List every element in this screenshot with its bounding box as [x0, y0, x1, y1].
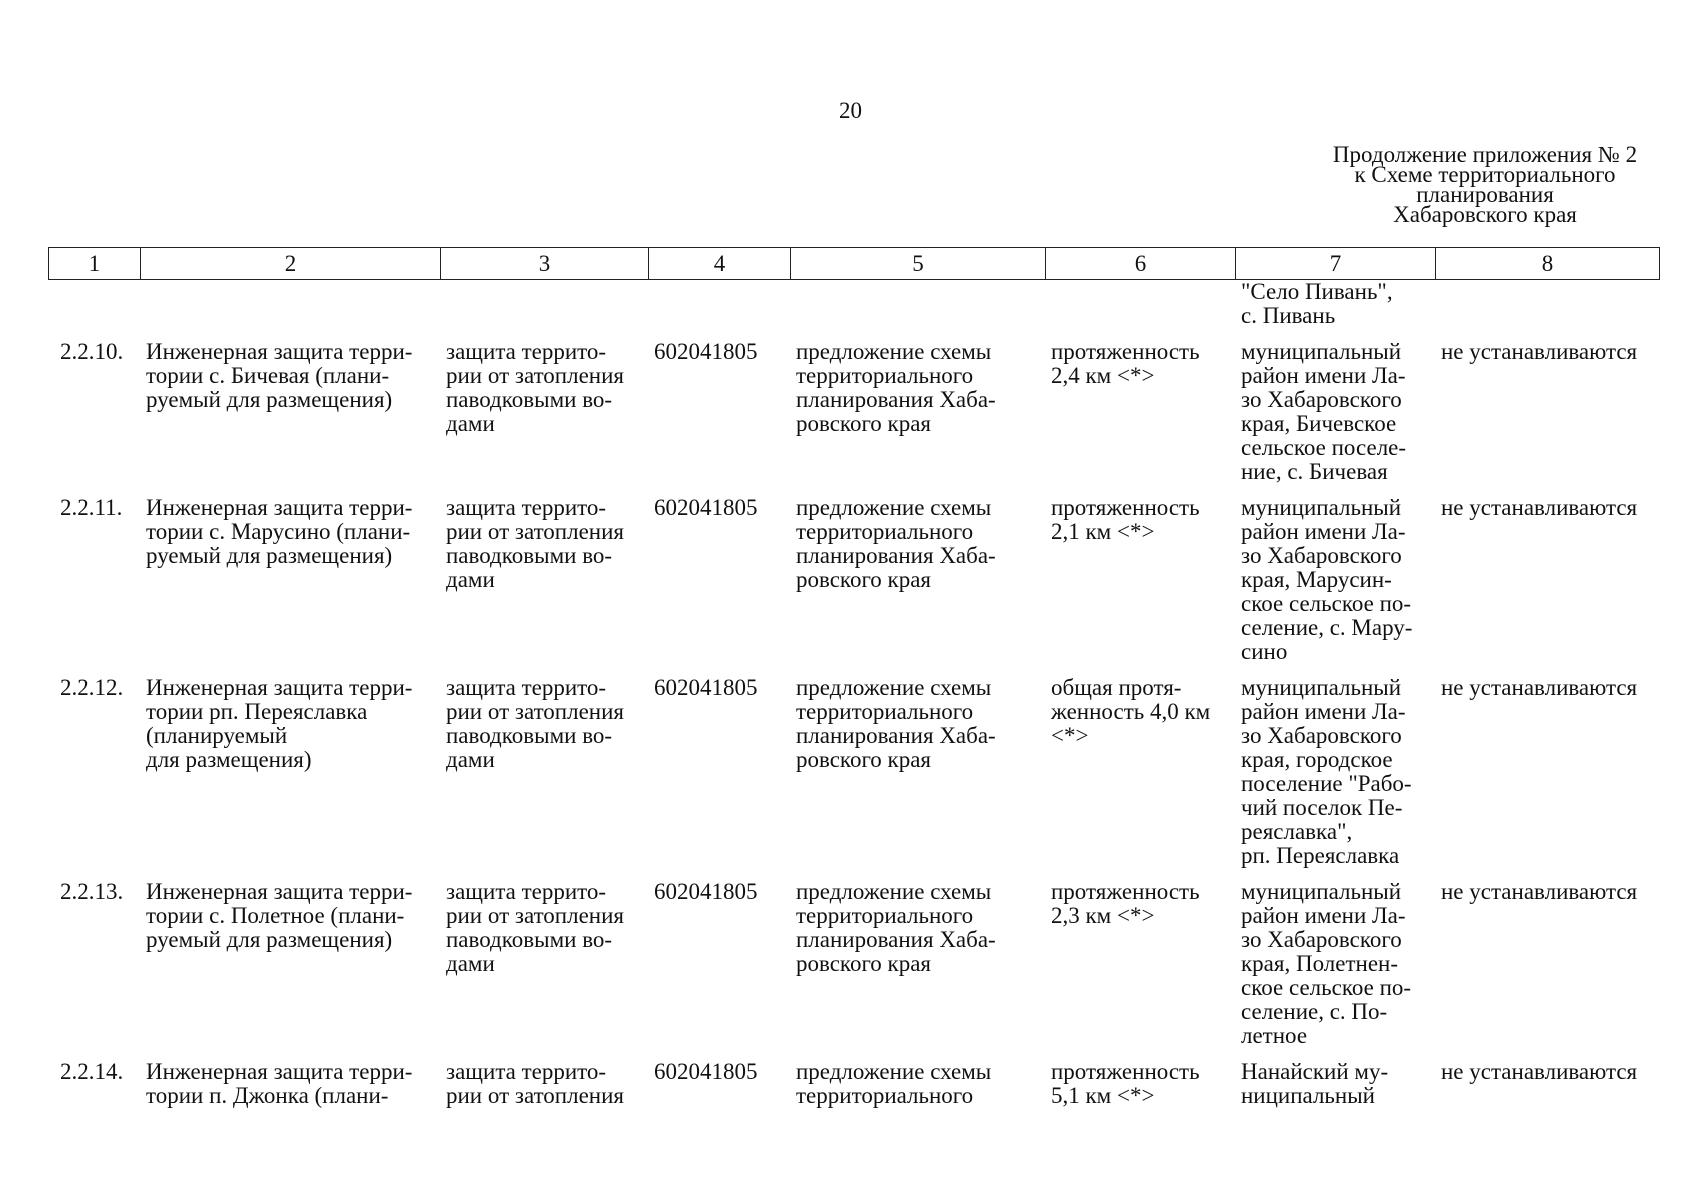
object-name: Инженерная защита терри- тории с. Марусино (плани- руемый для размещения) [146, 496, 413, 568]
row-number: 2.2.12. [60, 676, 124, 700]
object-zones: не устанавливаются [1441, 1060, 1638, 1084]
column-header-8: 8 [1436, 248, 1660, 280]
table-row [48, 880, 1668, 1048]
row-number: 2.2.11. [60, 496, 123, 520]
row-number: 2.2.10. [60, 340, 124, 364]
appendix-note [1310, 142, 1660, 227]
table-row [48, 340, 1668, 484]
row-number: 2.2.13. [60, 880, 124, 904]
column-header-1: 1 [49, 248, 141, 280]
object-characteristics: протяженность 2,3 км <*> [1051, 880, 1200, 928]
object-basis: предложение схемы территориального планирования Хаба- ровского края [796, 340, 996, 436]
column-header-6: 6 [1046, 248, 1236, 280]
object-location: Нанайский му- ниципальный [1241, 1060, 1389, 1108]
object-code: 602041805 [654, 1060, 758, 1084]
object-location: муниципальный район имени Ла- зо Хабаровского края, городское поселение "Рабо- чий поселок Пе- реяславка", рп. Переяславка [1241, 676, 1412, 868]
object-name: Инженерная защита терри- тории рп. Переяславка (планируемый для размещения) [146, 676, 413, 772]
object-location: муниципальный район имени Ла- зо Хабаровского края, Бичевское сельское поселе- ние, с. Бичевая [1241, 340, 1407, 484]
table-row [48, 1060, 1668, 1108]
object-code: 602041805 [654, 880, 758, 904]
column-header-3: 3 [441, 248, 649, 280]
object-name: Инженерная защита терри- тории п. Джонка (плани- [146, 1060, 413, 1108]
object-purpose: защита террито- рии от затопления паводковыми во- дами [446, 880, 625, 976]
object-name: Инженерная защита терри- тории с. Бичевая (плани- руемый для размещения) [146, 340, 413, 412]
appendix-line-3: планирования [1416, 182, 1554, 207]
column-header-7: 7 [1236, 248, 1436, 280]
object-location: муниципальный район имени Ла- зо Хабаровского края, Марусин- ское сельское по- селение, с. Мару- сино [1241, 496, 1413, 664]
object-purpose: защита террито- рии от затопления паводковыми во- дами [446, 676, 625, 772]
object-characteristics: протяженность 2,4 км <*> [1051, 340, 1200, 388]
object-zones: не устанавливаются [1441, 676, 1638, 700]
column-header-4: 4 [649, 248, 791, 280]
table-body [48, 280, 1668, 1108]
object-basis: предложение схемы территориального планирования Хаба- ровского края [796, 676, 996, 772]
object-basis: предложение схемы территориального [796, 1060, 992, 1108]
header-row [49, 248, 1660, 280]
continuation-row [48, 280, 1668, 328]
object-characteristics: общая протя- женность 4,0 км <*> [1051, 676, 1211, 748]
object-basis: предложение схемы территориального планирования Хаба- ровского края [796, 496, 996, 592]
object-zones: не устанавливаются [1441, 340, 1638, 364]
continuation-location: "Село Пивань", с. Пивань [1241, 280, 1393, 328]
object-code: 602041805 [654, 676, 758, 700]
object-zones: не устанавливаются [1441, 880, 1638, 904]
column-header-5: 5 [791, 248, 1046, 280]
object-characteristics: протяженность 2,1 км <*> [1051, 496, 1200, 544]
object-purpose: защита террито- рии от затопления [446, 1060, 625, 1108]
appendix-line-2: к Схеме территориального [1354, 162, 1616, 187]
row-number: 2.2.14. [60, 1060, 124, 1084]
object-code: 602041805 [654, 496, 758, 520]
table-row [48, 496, 1668, 664]
object-purpose: защита террито- рии от затопления паводковыми во- дами [446, 496, 625, 592]
object-basis: предложение схемы территориального планирования Хаба- ровского края [796, 880, 996, 976]
column-header-2: 2 [141, 248, 441, 280]
object-name: Инженерная защита терри- тории с. Полетное (плани- руемый для размещения) [146, 880, 413, 952]
appendix-line-4: Хабаровского края [1393, 202, 1577, 227]
appendix-line-1: Продолжение приложения № 2 [1332, 142, 1638, 167]
table-row [48, 676, 1668, 868]
page-number: 20 [839, 98, 862, 123]
object-code: 602041805 [654, 340, 758, 364]
object-location: муниципальный район имени Ла- зо Хабаровского края, Полетнен- ское сельское по- селение, с. По- летное [1241, 880, 1412, 1048]
object-characteristics: протяженность 5,1 км <*> [1051, 1060, 1200, 1108]
object-purpose: защита террито- рии от затопления паводковыми во- дами [446, 340, 625, 436]
column-number-header [48, 247, 1660, 280]
object-zones: не устанавливаются [1441, 496, 1638, 520]
